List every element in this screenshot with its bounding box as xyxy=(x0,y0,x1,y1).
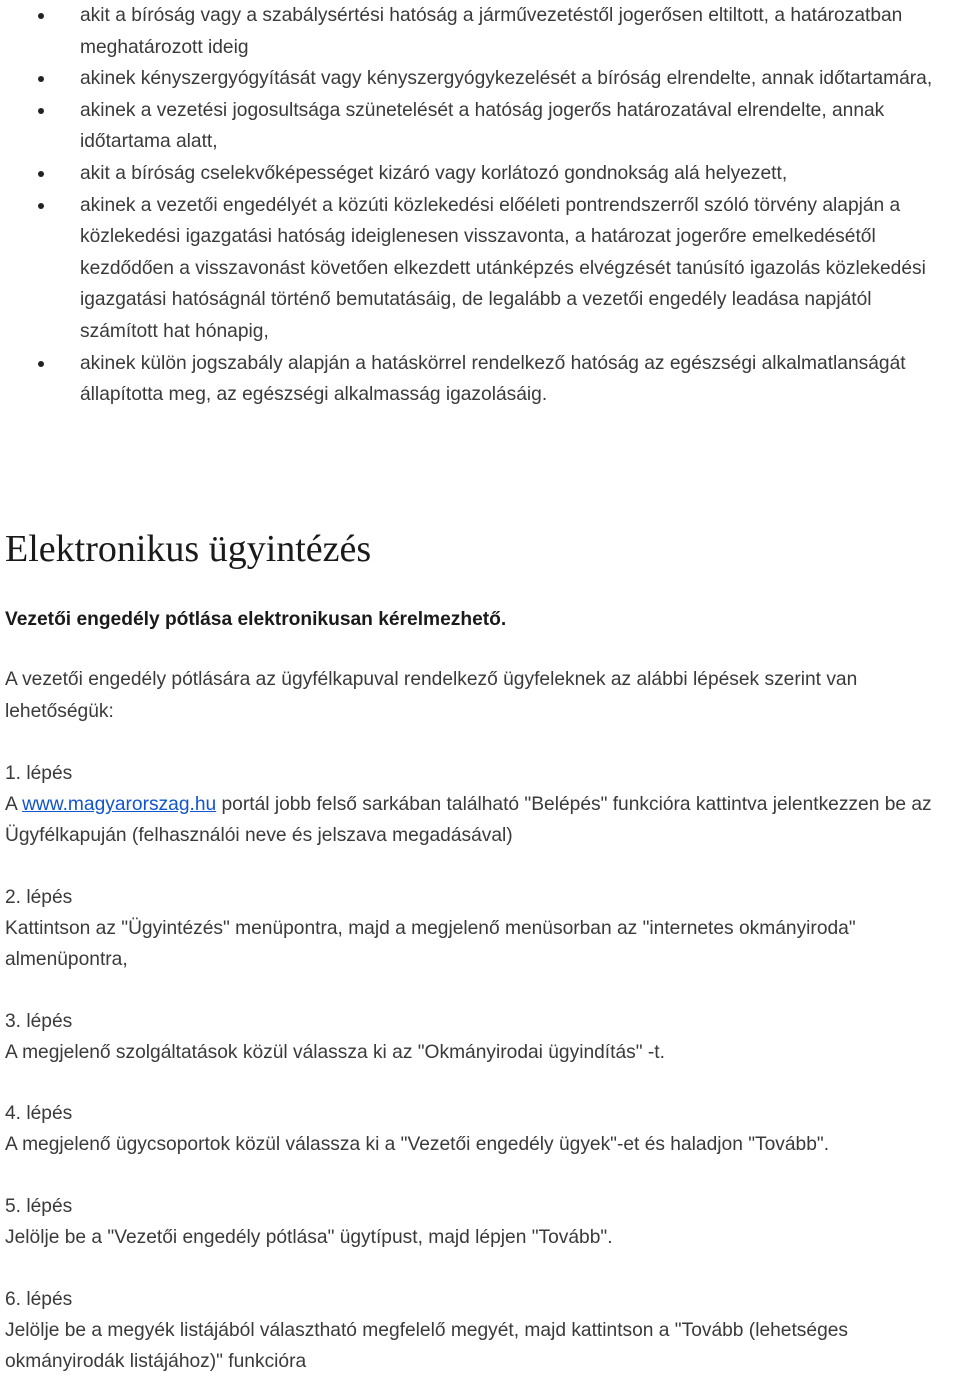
step-text: A megjelenő ügycsoportok közül válassza ki a "Vezetői engedély ügyek"-et és haladjon "Tovább". xyxy=(5,1134,830,1155)
list-item xyxy=(0,158,960,190)
list-item-text: akinek a vezetői engedélyét a közúti közlekedési előéleti pontrendszerről szóló törvény alapján a közlekedési igazgatási hatóság ideiglenesen visszavonta, a határozat jogerőre emelkedésétől kezdődően a visszavonást követően elkezdett utánképzés elvégzését tanúsító igazolás közlekedési igazgatási hatóságnál történő bemutatásáig, de legalább a vezetői engedély leadása napjától számított hat hónapig, xyxy=(80,194,926,342)
bullet-icon xyxy=(38,361,44,367)
bullet-icon xyxy=(38,13,44,19)
step-title: 4. lépés xyxy=(5,1103,73,1124)
step-text-prefix: A xyxy=(5,794,23,815)
step-text: A megjelenő szolgáltatások közül válassza ki az "Okmányirodai ügyindítás" -t. xyxy=(5,1042,665,1063)
list-item-text: akit a bíróság cselekvőképességet kizáró vagy korlátozó gondnokság alá helyezett, xyxy=(80,162,788,184)
step-4 xyxy=(5,1098,960,1160)
section-subheading: Vezetői engedély pótlása elektronikusan kérelmezhető. xyxy=(5,609,507,630)
step-title: 3. lépés xyxy=(5,1011,73,1032)
step-6 xyxy=(5,1284,960,1377)
step-2 xyxy=(5,882,960,975)
bullet-icon xyxy=(38,203,44,209)
list-item xyxy=(0,190,960,348)
condition-list xyxy=(0,0,960,411)
step-3 xyxy=(5,1006,960,1068)
step-title: 5. lépés xyxy=(5,1196,73,1217)
list-item xyxy=(0,95,960,158)
step-1 xyxy=(5,758,960,851)
step-title: 2. lépés xyxy=(5,887,73,908)
step-text: Jelölje be a megyék listájából választható megfelelő megyét, majd kattintson a "Tovább (lehetséges okmányirodák listájához)" funkcióra xyxy=(5,1320,849,1372)
bullet-icon xyxy=(38,76,44,82)
magyarorszag-link[interactable]: www.magyarorszag.hu xyxy=(22,794,217,815)
list-item-text: akinek kényszergyógyítását vagy kényszergyógykezelését a bíróság elrendelte, annak időtartamára, xyxy=(80,68,933,90)
step-text xyxy=(5,789,960,851)
step-text: Kattintson az "Ügyintézés" menüpontra, majd a megjelenő menüsorban az "internetes okmányiroda" almenüpontra, xyxy=(5,918,856,970)
intro-paragraph: A vezetői engedély pótlására az ügyfélkapuval rendelkező ügyfeleknek az alábbi lépések szerint van lehetőségük: xyxy=(5,669,858,722)
step-title: 6. lépés xyxy=(5,1289,73,1310)
list-item-text: akinek a vezetési jogosultsága szünetelését a hatóság jogerős határozatával elrendelte, annak időtartama alatt, xyxy=(80,99,885,153)
list-item xyxy=(0,348,960,411)
step-5 xyxy=(5,1191,960,1253)
step-text-suffix: portál jobb felső sarkában található "Belépés" funkcióra kattintva jelentkezzen be az Ügyfélkapuján (felhasználói neve és jelszava megadásával) xyxy=(5,794,932,846)
list-item-text: akinek külön jogszabály alapján a hatáskörrel rendelkező hatóság az egészségi alkalmatlanságát állapította meg, az egészségi alkalmasság igazolásáig. xyxy=(80,352,906,406)
step-text: Jelölje be a "Vezetői engedély pótlása" ügytípust, majd lépjen "Tovább". xyxy=(5,1227,613,1248)
list-item xyxy=(0,63,960,95)
section-heading: Elektronikus ügyintézés xyxy=(5,528,372,570)
bullet-icon xyxy=(38,171,44,177)
list-item xyxy=(0,0,960,63)
step-title: 1. lépés xyxy=(5,763,73,784)
list-item-text: akit a bíróság vagy a szabálysértési hatóság a járművezetéstől jogerősen eltiltott, a határozatban meghatározott ideig xyxy=(80,5,903,58)
bullet-icon xyxy=(38,108,44,114)
